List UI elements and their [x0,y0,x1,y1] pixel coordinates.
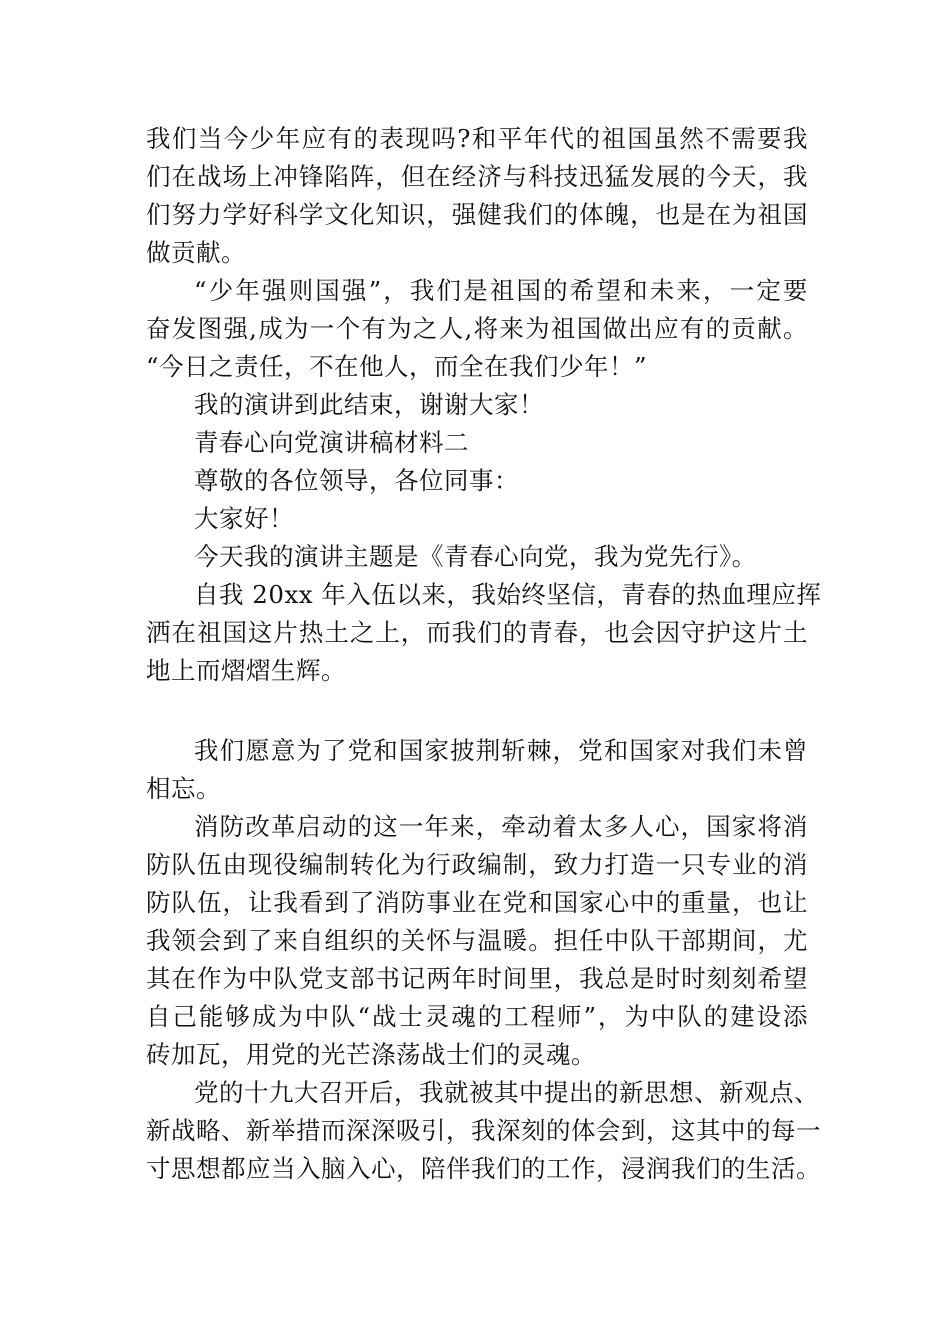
paragraph-line: 我们愿意为了党和国家披荆斩棘，党和国家对我们未曾 [194,736,808,765]
paragraph-line: 党的十九大召开后，我就被其中提出的新思想、新观点、 [194,1078,819,1107]
paragraph-line: 我领会到了来自组织的关怀与温暖。担任中队干部期间，尤 [146,926,808,955]
paragraph-line: 地上而熠熠生辉。 [146,656,346,685]
paragraph-line: 做贡献。 [146,238,246,267]
paragraph-line: 我们当今少年应有的表现吗?和平年代的祖国虽然不需要我 [146,124,808,153]
salutation: 尊敬的各位领导，各位同事： [194,466,519,495]
paragraph-line: “今日之责任，不在他人，而全在我们少年！” [146,352,648,381]
paragraph-line: 们努力学好科学文化知识，强健我们的体魄，也是在为祖国 [146,200,808,229]
paragraph-line: 自己能够成为中队“战士灵魂的工程师”，为中队的建设添 [146,1002,808,1031]
paragraph-line: 们在战场上冲锋陷阵，但在经济与科技迅猛发展的今天，我 [146,162,808,191]
paragraph-line: “少年强则国强”，我们是祖国的希望和未来，一定要 [194,276,808,305]
paragraph-line: 今天我的演讲主题是《青春心向党，我为党先行》。 [194,542,757,571]
paragraph-line: 相忘。 [146,774,221,803]
section-title: 青春心向党演讲稿材料二 [194,428,469,457]
paragraph-line: 我的演讲到此结束，谢谢大家！ [194,390,544,419]
paragraph-line: 新战略、新举措而深深吸引，我深刻的体会到，这其中的每一 [146,1116,821,1145]
paragraph-line: 自我 20xx 年入伍以来，我始终坚信，青春的热血理应挥 [194,580,822,609]
greeting: 大家好！ [194,504,294,533]
paragraph-line: 其在作为中队党支部书记两年时间里，我总是时时刻刻希望 [146,964,808,993]
paragraph-line: 消防改革启动的这一年来，牵动着太多人心，国家将消 [194,812,808,841]
paragraph-line: 洒在祖国这片热土之上，而我们的青春，也会因守护这片土 [146,618,808,647]
paragraph-line: 防队伍由现役编制转化为行政编制，致力打造一只专业的消 [146,850,808,879]
paragraph-line: 防队伍，让我看到了消防事业在党和国家心中的重量，也让 [146,888,808,917]
paragraph-line: 寸思想都应当入脑入心，陪伴我们的工作，浸润我们的生活。 [146,1154,821,1183]
paragraph-line: 奋发图强,成为一个有为之人,将来为祖国做出应有的贡献。 [146,314,808,343]
paragraph-line: 砖加瓦，用党的光芒涤荡战士们的灵魂。 [146,1040,596,1069]
